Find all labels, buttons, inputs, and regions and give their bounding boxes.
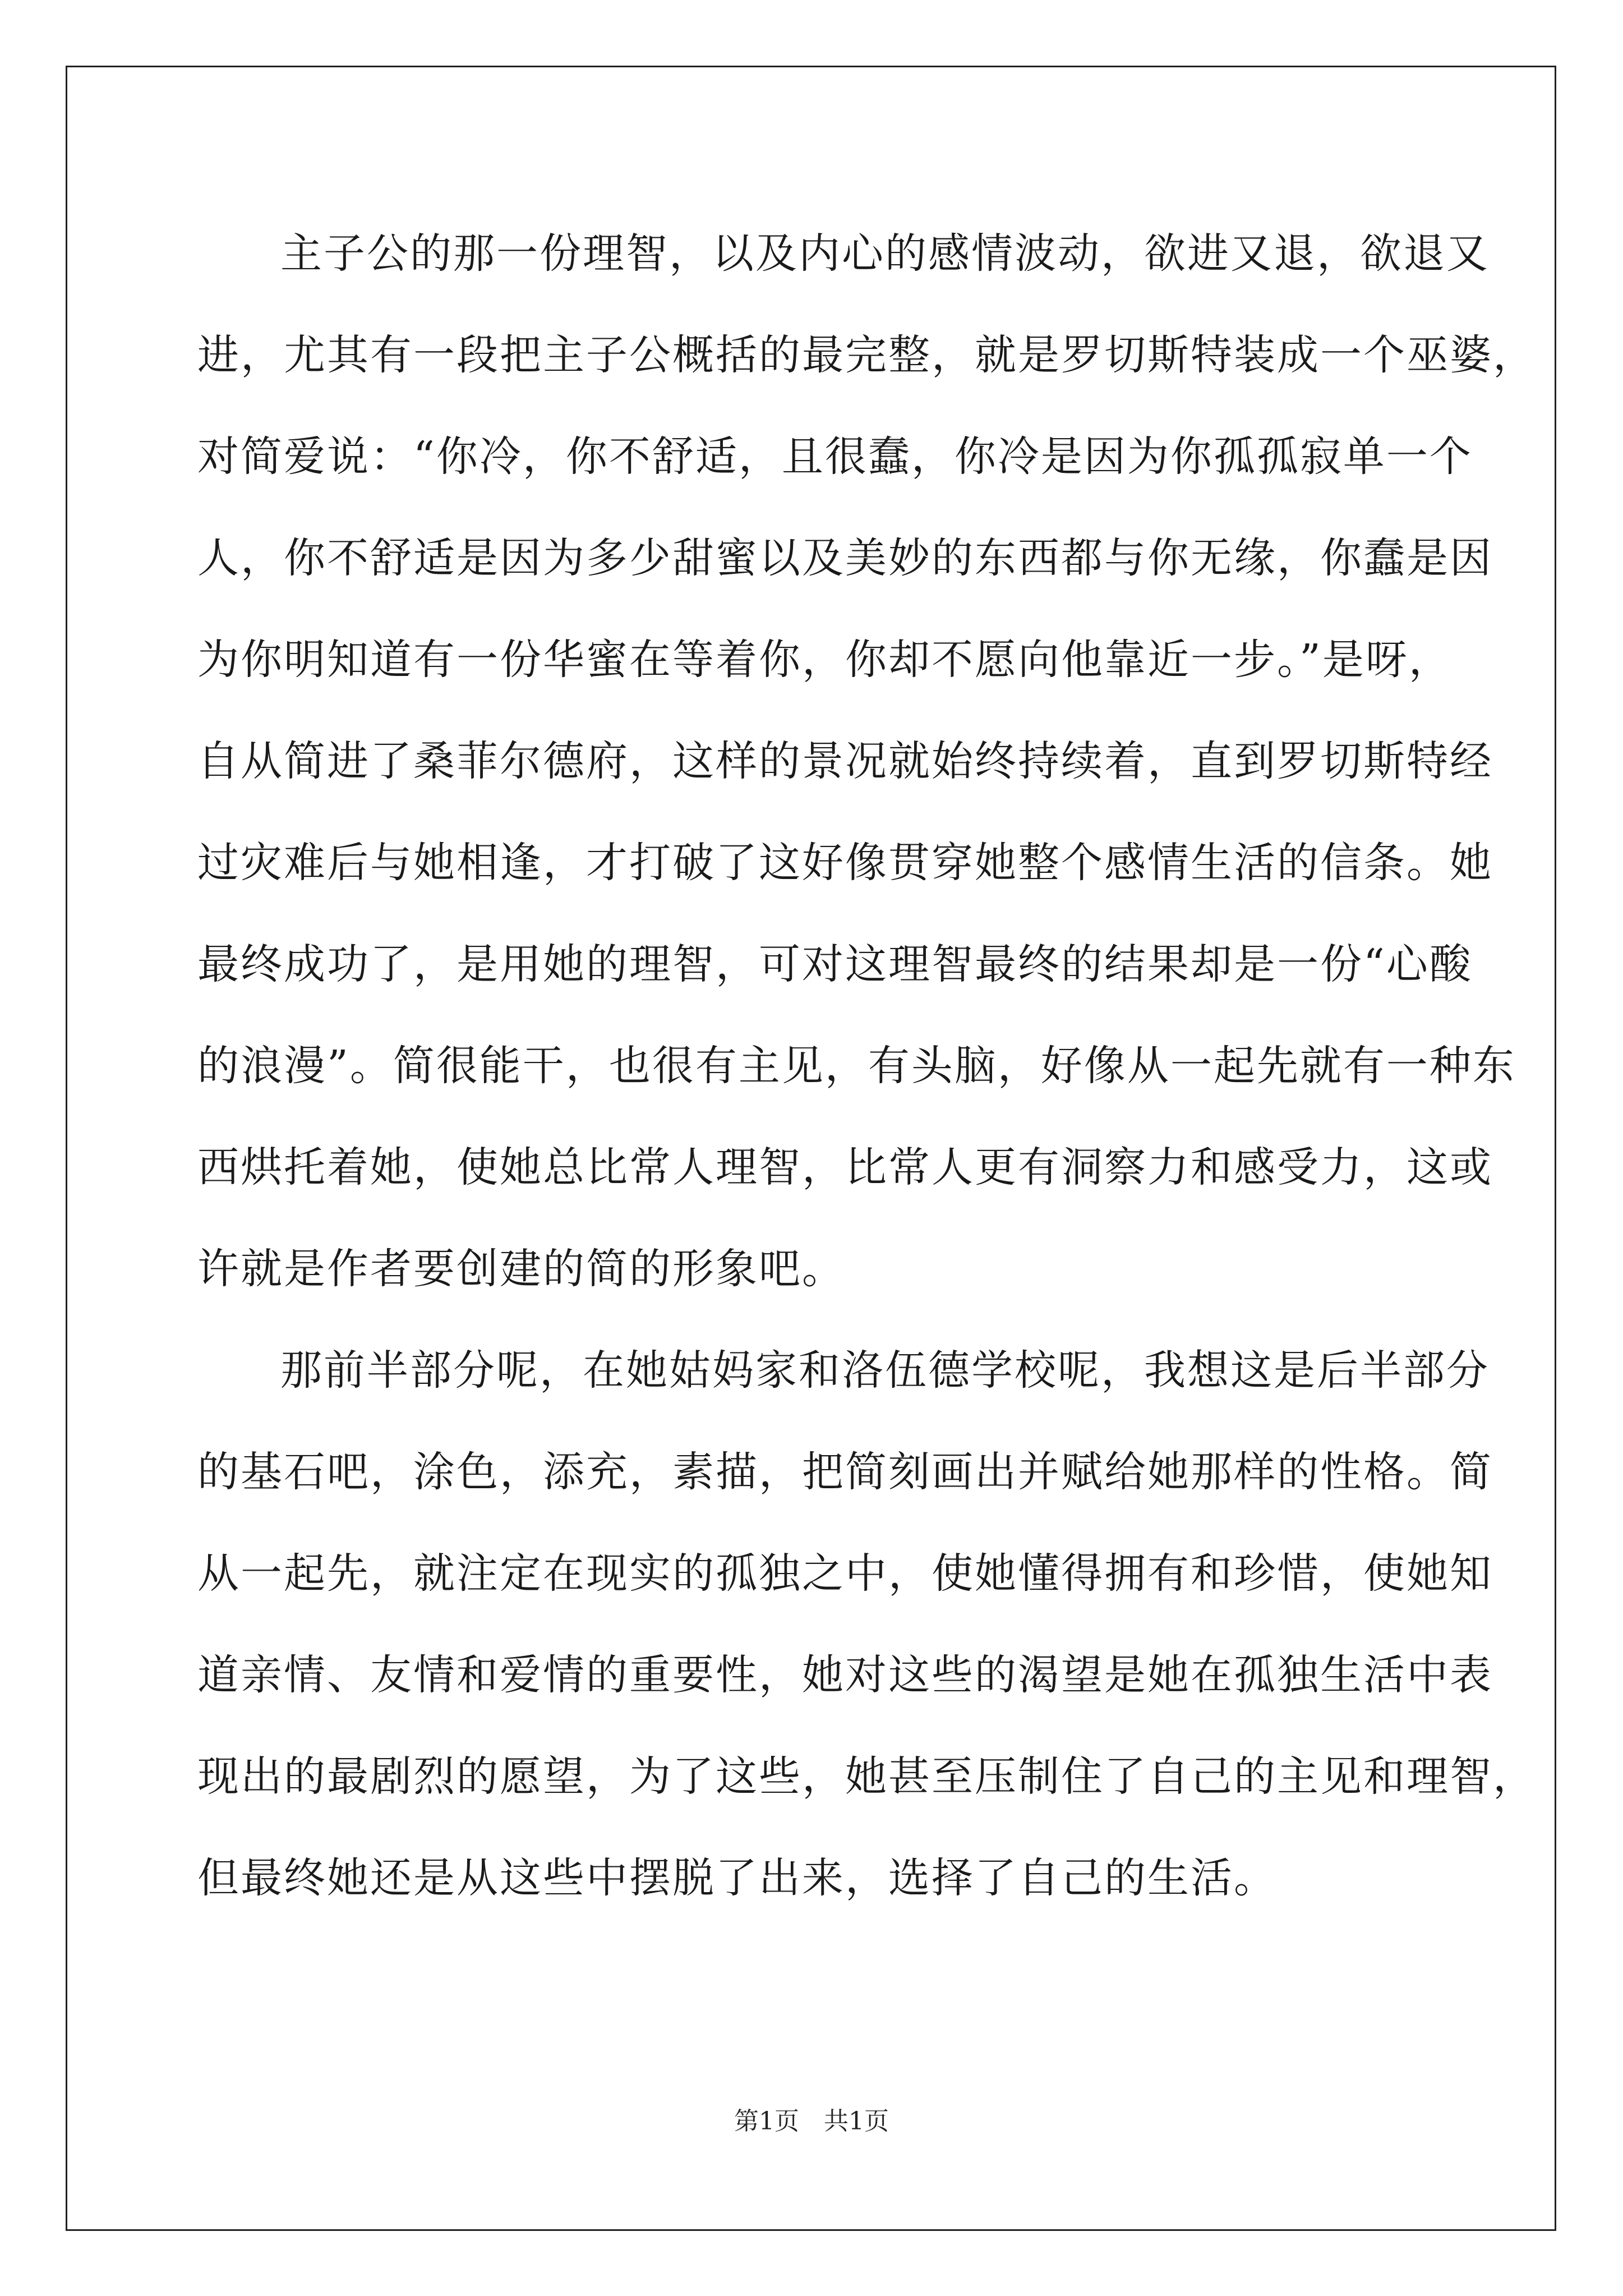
text-line: 从一起先，就注定在现实的孤独之中，使她懂得拥有和珍惜，使她知: [197, 1549, 1493, 1598]
text-line: 人，你不舒适是因为多少甜蜜以及美妙的东西都与你无缘，你蠢是因: [197, 534, 1493, 582]
text-line: 过灾难后与她相逢，才打破了这好像贯穿她整个感情生活的信条。她: [197, 839, 1493, 887]
paragraph-2: [197, 1320, 1536, 1929]
text-line: 主子公的那一份理智，以及内心的感情波动，欲进又退，欲退又: [280, 229, 1490, 278]
text-line: 进，尤其有一段把主子公概括的最完整，就是罗切斯特装成一个巫婆，: [197, 331, 1536, 379]
text-line: 现出的最剧烈的愿望，为了这些，她甚至压制住了自己的主见和理智，: [197, 1752, 1536, 1801]
text-line: 许就是作者要创建的简的形象吧。: [197, 1245, 845, 1293]
text-line: 对简爱说：“你冷，你不舒适，且很蠢，你冷是因为你孤孤寂单一个: [197, 432, 1473, 481]
text-line: 为你明知道有一份华蜜在等着你，你却不愿向他靠近一步。”是呀，: [197, 636, 1452, 684]
text-line: 最终成功了，是用她的理智，可对这理智最终的结果却是一份“心酸: [197, 940, 1473, 988]
text-line: 道亲情、友情和爱情的重要性，她对这些的渴望是她在孤独生活中表: [197, 1651, 1493, 1699]
text-line: 自从简进了桑菲尔德府，这样的景况就始终持续着，直到罗切斯特经: [197, 737, 1493, 785]
text-line: 但最终她还是从这些中摆脱了出来，选择了自己的生活。: [197, 1854, 1277, 1902]
page-number-footer: 第1页 共1页: [734, 2107, 889, 2136]
text-line: 的基石吧，涂色，添充，素描，把简刻画出并赋给她那样的性格。简: [197, 1448, 1493, 1496]
paragraph-1: [197, 203, 1536, 1320]
text-line: 的浪漫”。简很能干，也很有主见，有头脑，好像从一起先就有一种东: [197, 1042, 1516, 1090]
text-line: 那前半部分呢，在她姑妈家和洛伍德学校呢，我想这是后半部分: [280, 1346, 1490, 1395]
text-line: 西烘托着她，使她总比常人理智，比常人更有洞察力和感受力，这或: [197, 1143, 1493, 1191]
document-body: [197, 203, 1536, 1929]
